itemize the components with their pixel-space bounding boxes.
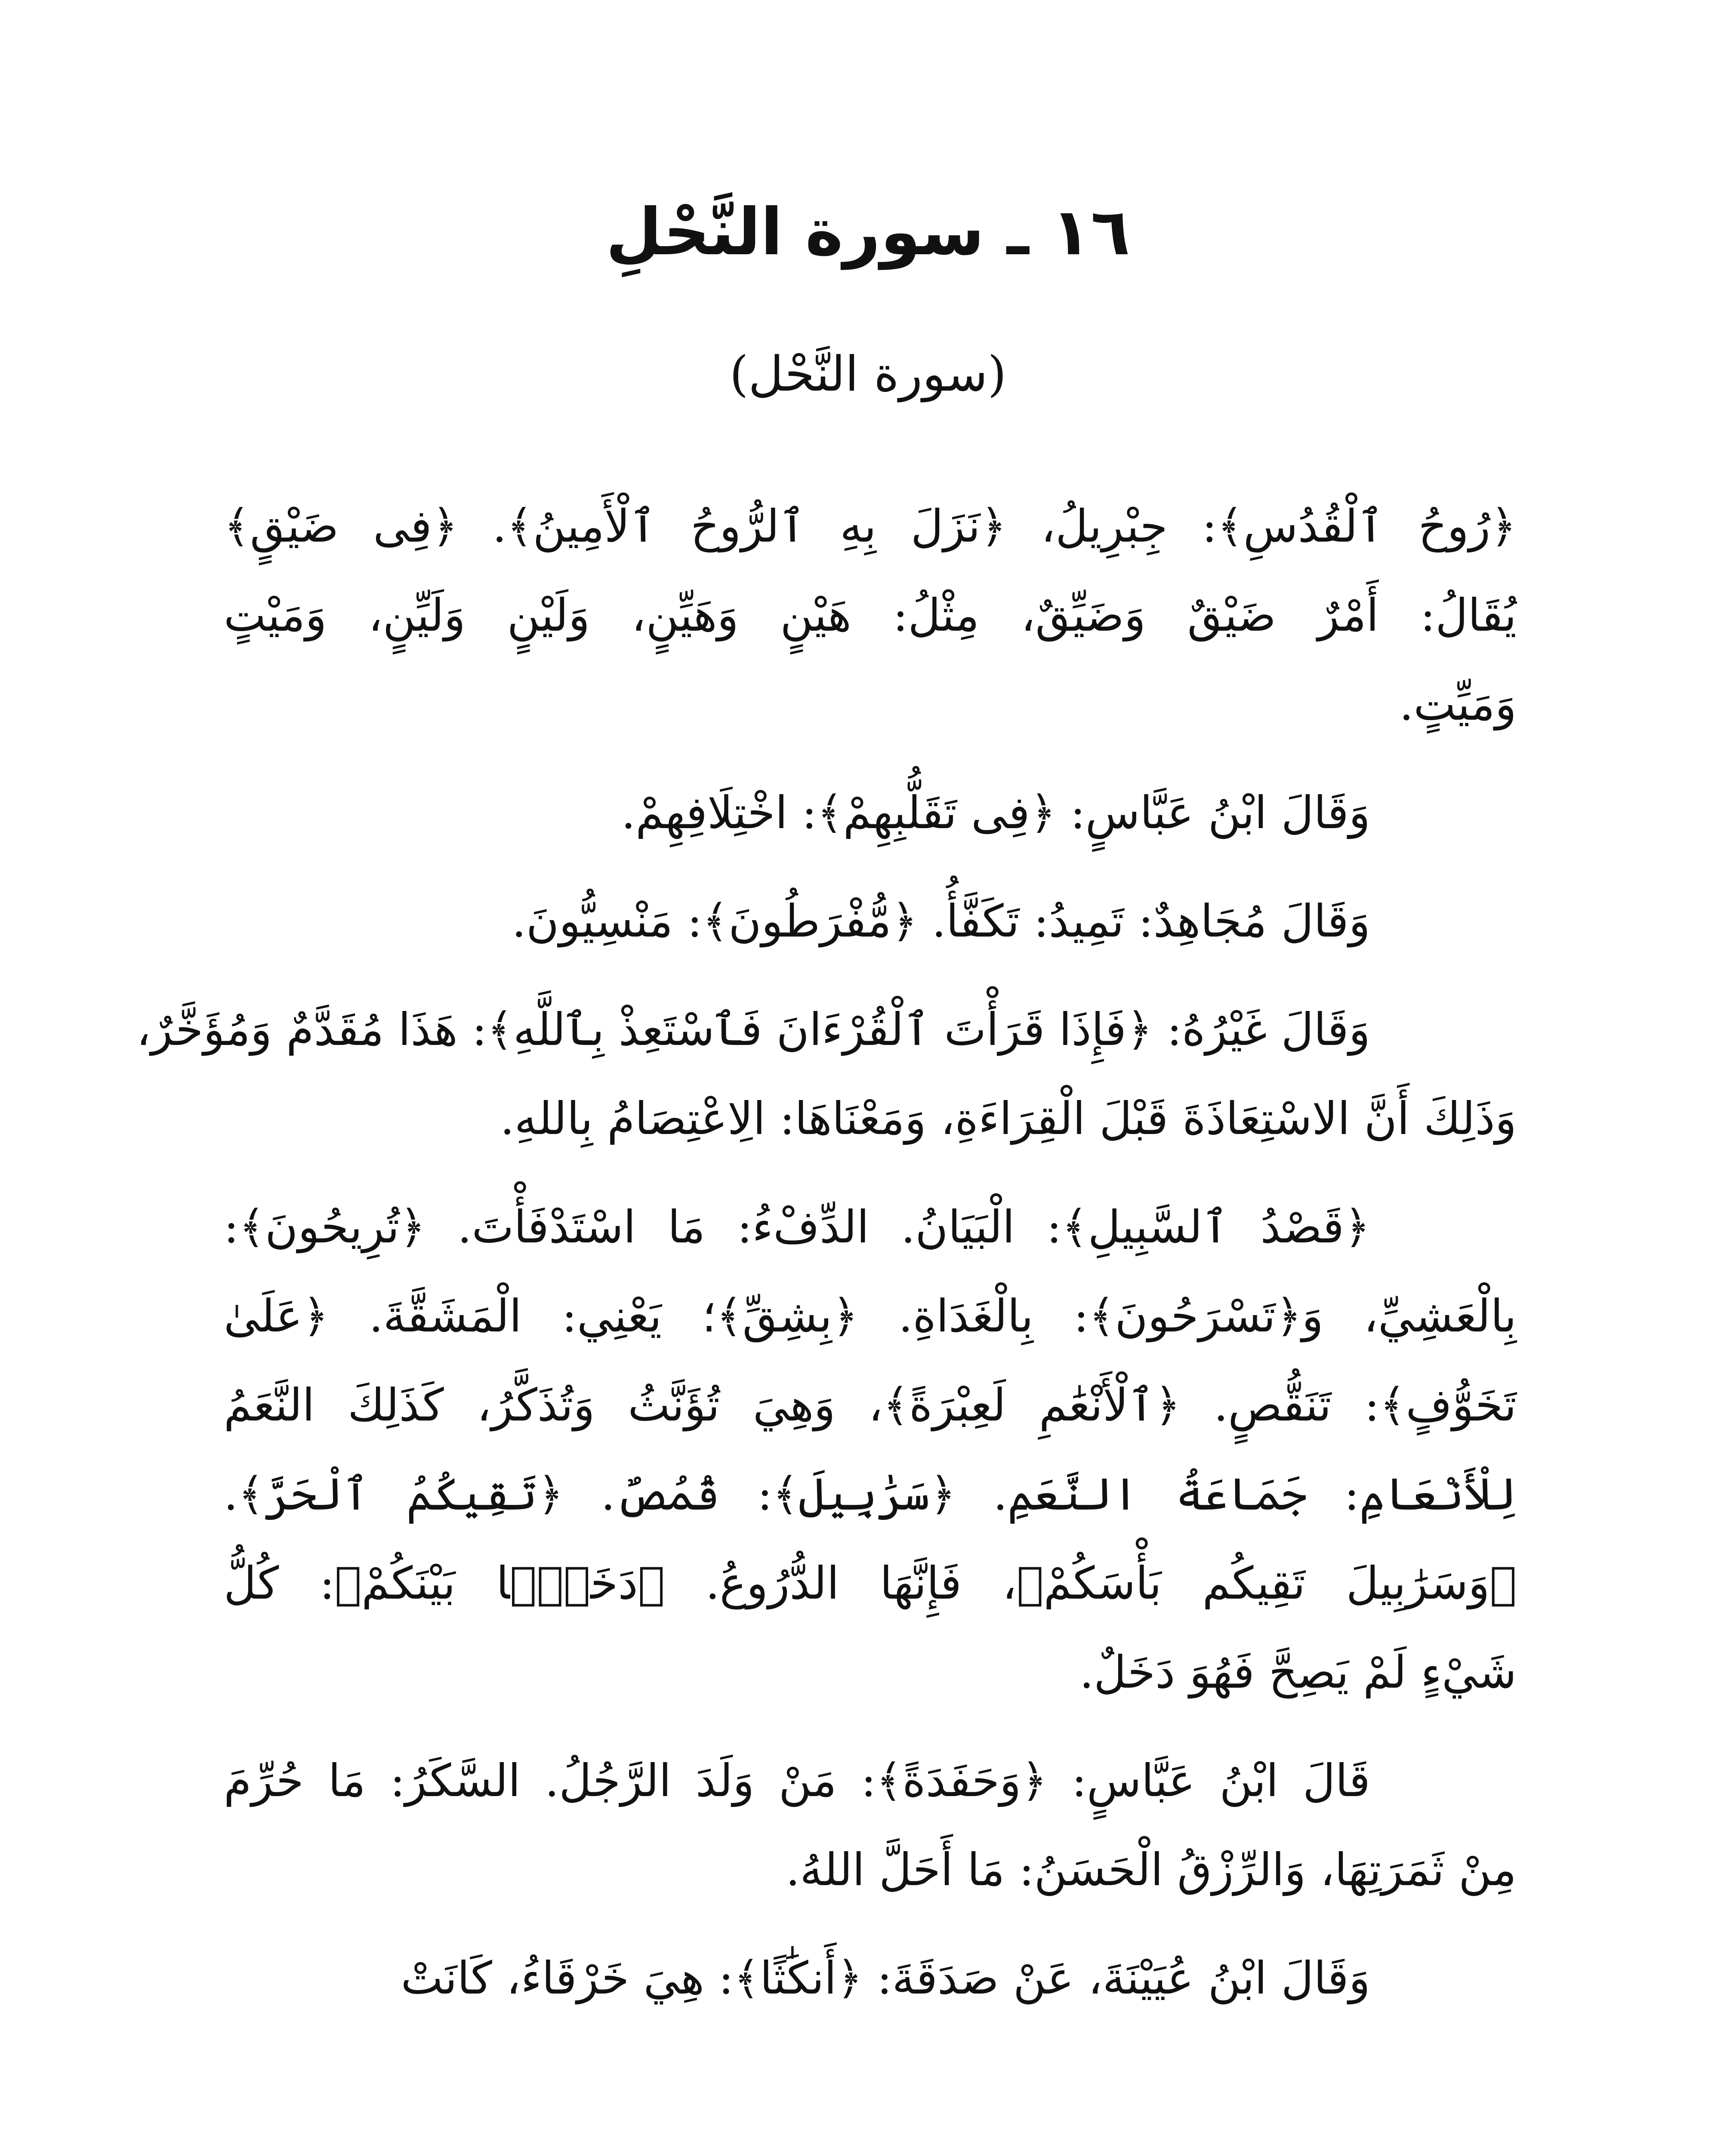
- paragraph: [224, 1183, 1517, 1717]
- chapter-subtitle: (سورة النَّحْل): [729, 346, 1007, 402]
- paragraph: [224, 877, 1517, 966]
- text-line: وَذَلِكَ أَنَّ الاسْتِعَاذَةَ قَبْلَ الْقِرَاءَةِ، وَمَعْنَاهَا: الِاعْتِصَامُ بِاللهِ.: [500, 1092, 1517, 1145]
- paragraph: [224, 1934, 1517, 2023]
- text-line: وَقَالَ ابْنُ عَبَّاسٍ: ﴿فِى تَقَلُّبِهِمْ﴾: اخْتِلَافِهِمْ.: [621, 786, 1370, 839]
- paragraph: [224, 482, 1517, 749]
- paragraph: [224, 1736, 1517, 1914]
- text-line: يُقَالُ: أَمْرٌ ضَيْقٌ وَضَيِّقٌ، مِثْلُ: هَيْنٍ وَهَيِّنٍ، وَلَيْنٍ وَلَيِّنٍ، وَمَيْتٍ: [224, 589, 1517, 641]
- text-line: لِلْأَنْعَامِ: جَمَاعَةُ النَّعَمِ. ﴿سَرَٰبِيلَ﴾: قُمُصٌ. ﴿تَقِيكُمُ ٱلْحَرَّ﴾.: [224, 1468, 1517, 1520]
- text-line: بِالْعَشِيِّ، وَ﴿تَسْرَحُونَ﴾: بِالْغَدَاةِ. ﴿بِشِقِّ﴾؛ يَعْنِي: الْمَشَقَّةَ. ﴿عَلَىٰ: [224, 1290, 1517, 1342]
- text-line: تَخَوُّفٍ﴾: تَنَقُّصٍ. ﴿ٱلْأَنْعَٰمِ لَعِبْرَةً﴾، وَهِيَ تُؤَنَّثُ وَتُذَكَّرُ، كَذَلِكَ النَّعَمُ: [224, 1379, 1517, 1431]
- text-line: ﴿قَصْدُ ٱلسَّبِيلِ﴾: الْبَيَانُ. الدِّفْءُ: مَا اسْتَدْفَأْتَ. ﴿تُرِيحُونَ﴾:: [224, 1201, 1370, 1253]
- text-line: وَقَالَ غَيْرُهُ: ﴿فَإِذَا قَرَأْتَ ٱلْقُرْءَانَ فَٱسْتَعِذْ بِٱللَّهِ﴾: هَذَا مُقَدَّمٌ وَمُؤَخَّرٌ،: [136, 1003, 1370, 1056]
- text-line: قَالَ ابْنُ عَبَّاسٍ: ﴿وَحَفَدَةً﴾: مَنْ وَلَدَ الرَّجُلُ. السَّكَرُ: مَا حُرِّمَ: [224, 1754, 1370, 1807]
- text-line: وَمَيِّتٍ.: [1399, 678, 1517, 730]
- chapter-title: ١٦ ـ سورة النَّحْلِ: [606, 195, 1130, 270]
- text-line: وَقَالَ ابْنُ عُيَيْنَةَ، عَنْ صَدَقَةَ: ﴿أَنكَٰثًا﴾: هِيَ خَرْقَاءُ، كَانَتْ: [401, 1952, 1370, 2004]
- paragraph: [224, 768, 1517, 857]
- text-line: ﴿وَسَرَٰبِيلَ تَقِيكُم بَأْسَكُمْ﴾، فَإِنَّهَا الدُّرُوعُ. ﴿دَخَلًۢا بَيْنَكُمْ﴾: كُلُّ: [224, 1557, 1517, 1609]
- text-line: شَيْءٍ لَمْ يَصِحَّ فَهُوَ دَخَلٌ.: [1079, 1646, 1517, 1698]
- paragraph: [136, 985, 1517, 1163]
- body-text: [136, 482, 1517, 2042]
- text-line: وَقَالَ مُجَاهِدٌ: تَمِيدُ: تَكَفَّأُ. ﴿مُّفْرَطُونَ﴾: مَنْسِيُّونَ.: [512, 895, 1370, 947]
- text-line: مِنْ ثَمَرَتِهَا، وَالرِّزْقُ الْحَسَنُ: مَا أَحَلَّ اللهُ.: [786, 1843, 1517, 1896]
- text-line: ﴿رُوحُ ٱلْقُدُسِ﴾: جِبْرِيلُ، ﴿نَزَلَ بِهِ ٱلرُّوحُ ٱلْأَمِينُ﴾. ﴿فِى ضَيْقٍ﴾: [224, 500, 1517, 552]
